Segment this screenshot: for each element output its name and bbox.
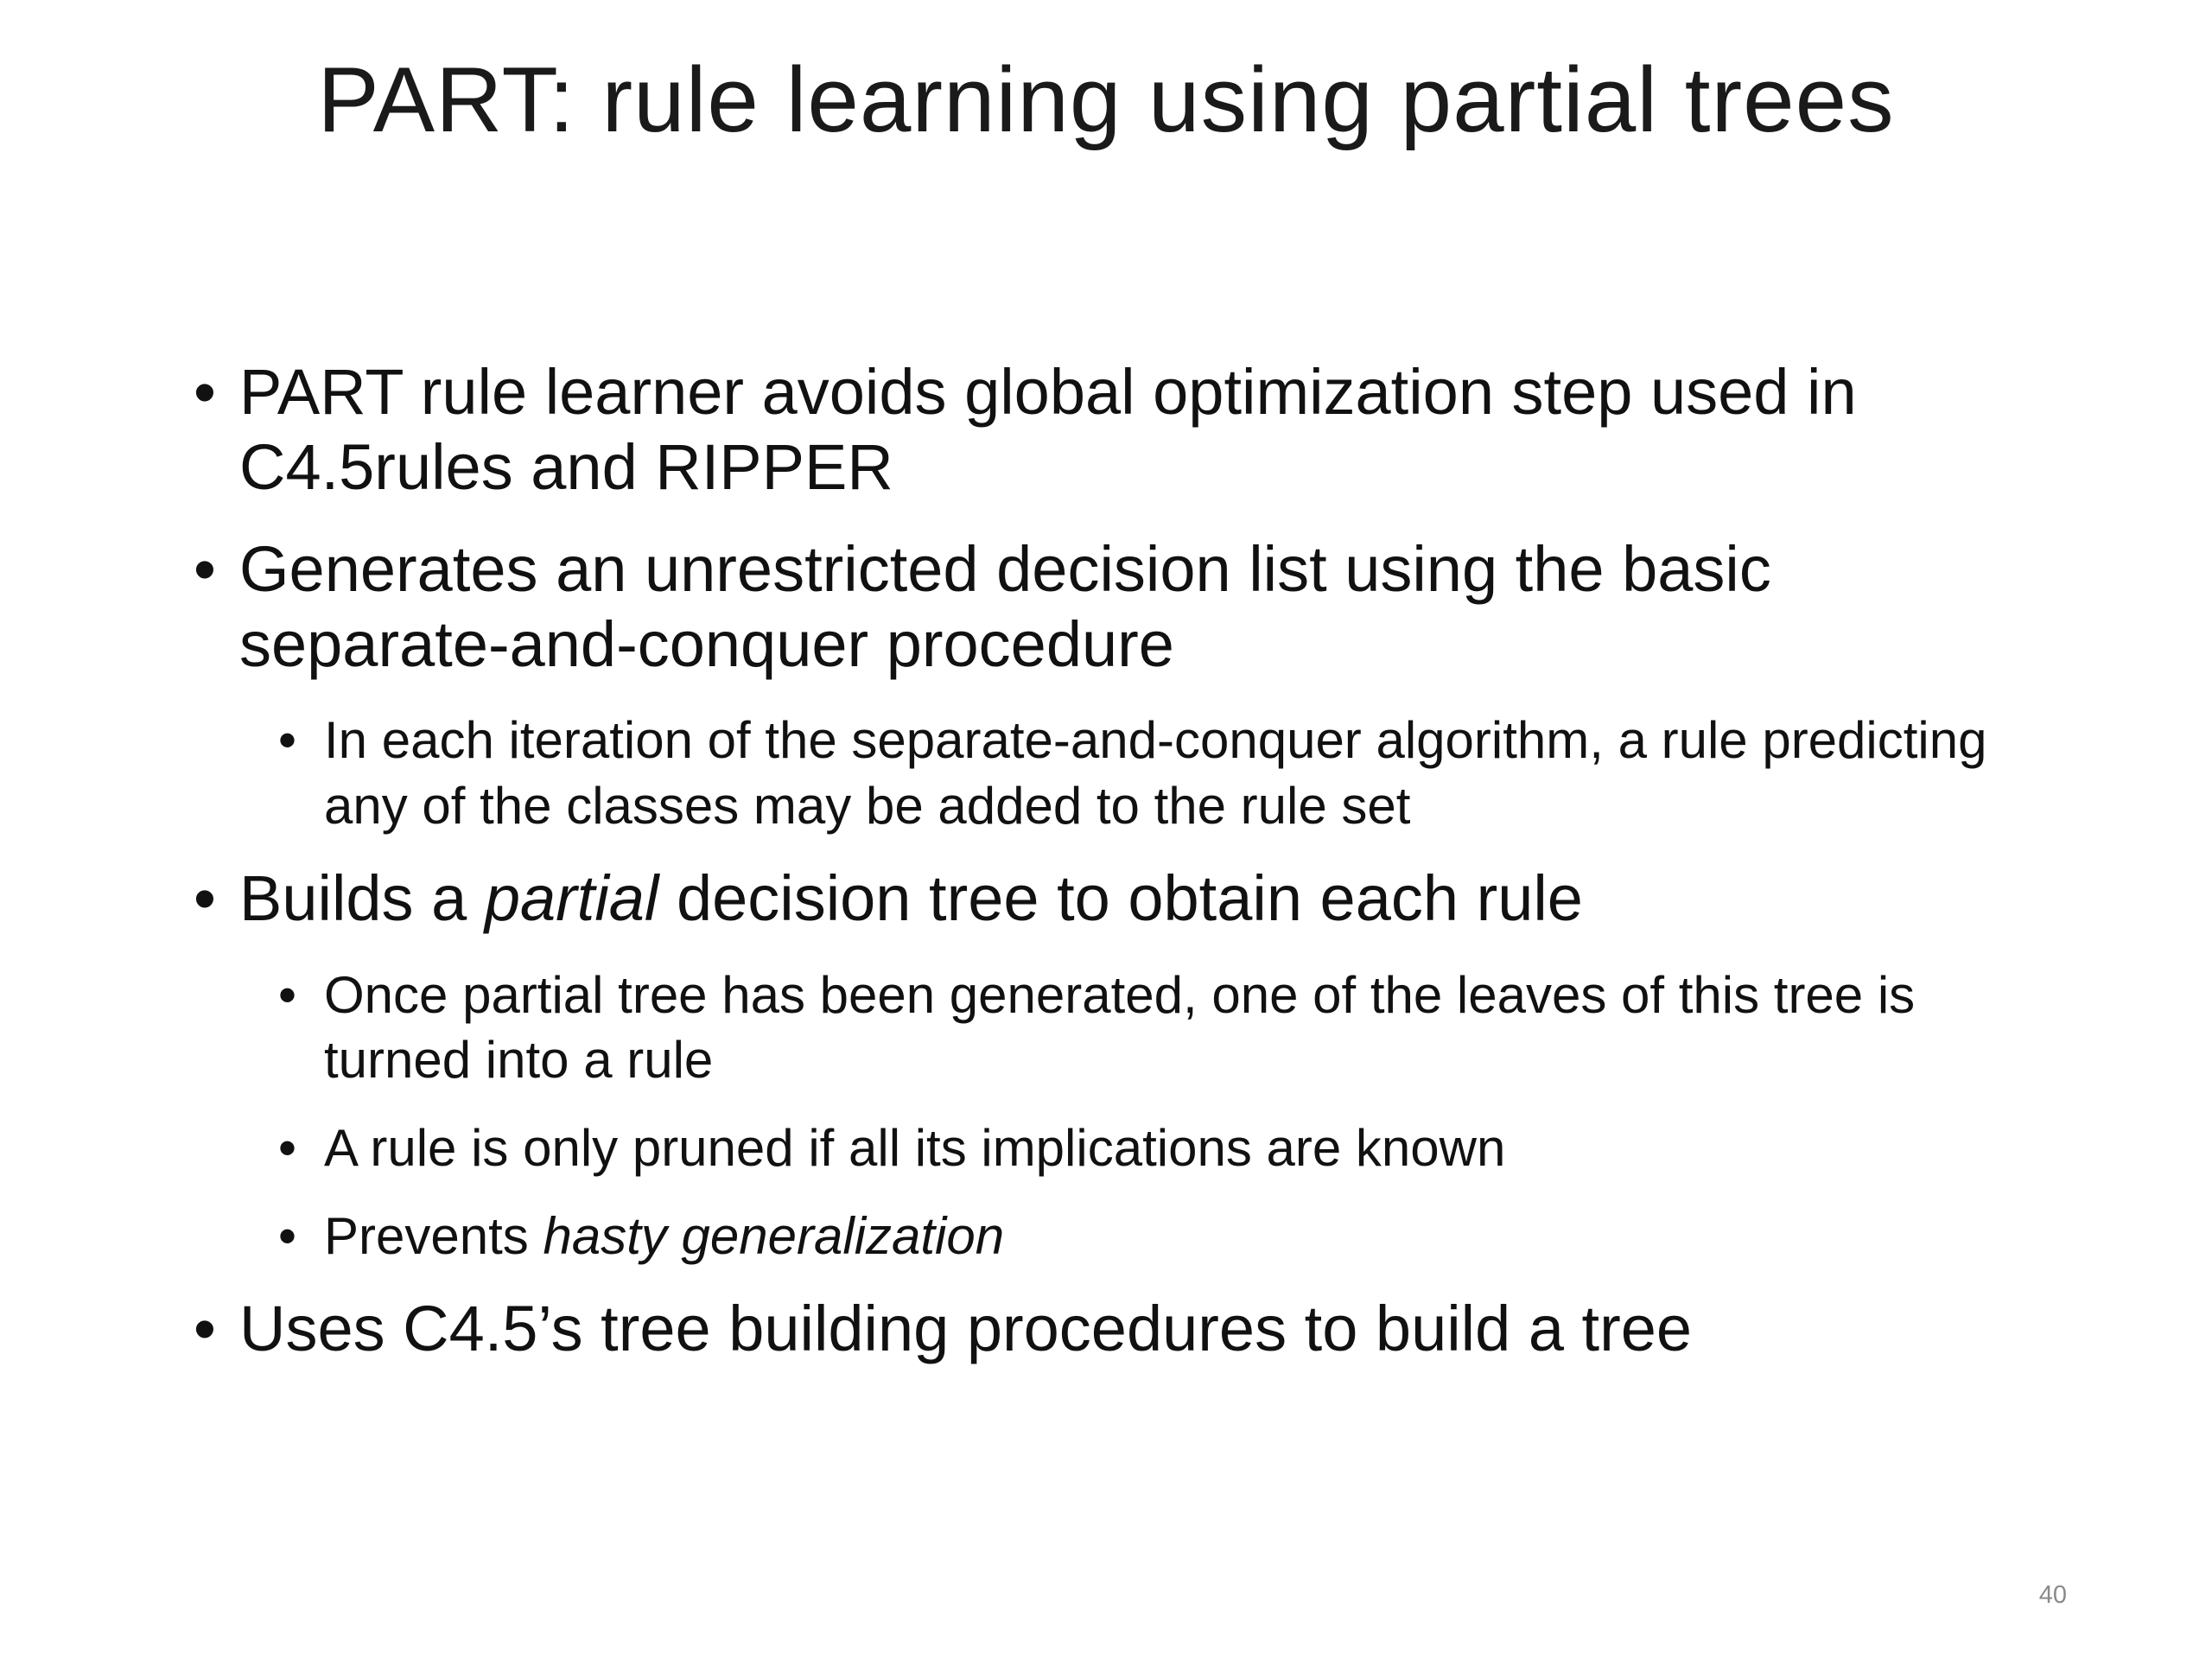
bullet-icon: • (194, 1293, 216, 1365)
bullet-icon: • (278, 711, 297, 770)
bullet-icon: • (194, 356, 216, 428)
text-segment: Prevents (324, 1206, 543, 1265)
bullet-item (194, 1291, 2025, 1366)
sub-bullet-item (278, 1116, 2025, 1181)
bullet-icon: • (194, 532, 216, 605)
page-number: 40 (2038, 1581, 2067, 1609)
bullet-icon: • (278, 965, 297, 1024)
sub-bullet-text: Once partial tree has been generated, one of the leaves of this tree is turned into a rule (324, 965, 1916, 1090)
bullet-list (194, 354, 2025, 1392)
slide-title: PART: rule learning using partial trees (317, 48, 1895, 151)
text-segment: Builds a (239, 862, 485, 935)
bullet-text (239, 862, 1583, 934)
bullet-item (194, 861, 2025, 936)
emphasis-text: hasty generalization (543, 1206, 1005, 1265)
bullet-item (194, 531, 2025, 683)
emphasis-text: partial (484, 862, 659, 935)
sub-bullet-item (278, 1204, 2025, 1269)
bullet-icon: • (278, 1118, 297, 1177)
sub-bullet-text: In each iteration of the separate-and-conquer algorithm, a rule predicting any of the classes may be added to the rule set (324, 711, 1987, 835)
text-segment: decision tree to obtain each rule (658, 862, 1583, 935)
sub-bullet-text (324, 1207, 1004, 1265)
bullet-icon: • (194, 862, 216, 935)
bullet-text: Uses C4.5’s tree building procedures to build a tree (239, 1293, 1693, 1365)
sub-bullet-text: A rule is only pruned if all its implications are known (324, 1118, 1506, 1177)
bullet-text: PART rule learner avoids global optimization step used in C4.5rules and RIPPER (239, 356, 1857, 504)
bullet-icon: • (278, 1206, 297, 1265)
sub-bullet-item (278, 708, 2025, 838)
sub-bullet-item (278, 963, 2025, 1093)
bullet-item (194, 354, 2025, 505)
bullet-text: Generates an unrestricted decision list using the basic separate-and-conquer procedure (239, 532, 1771, 680)
